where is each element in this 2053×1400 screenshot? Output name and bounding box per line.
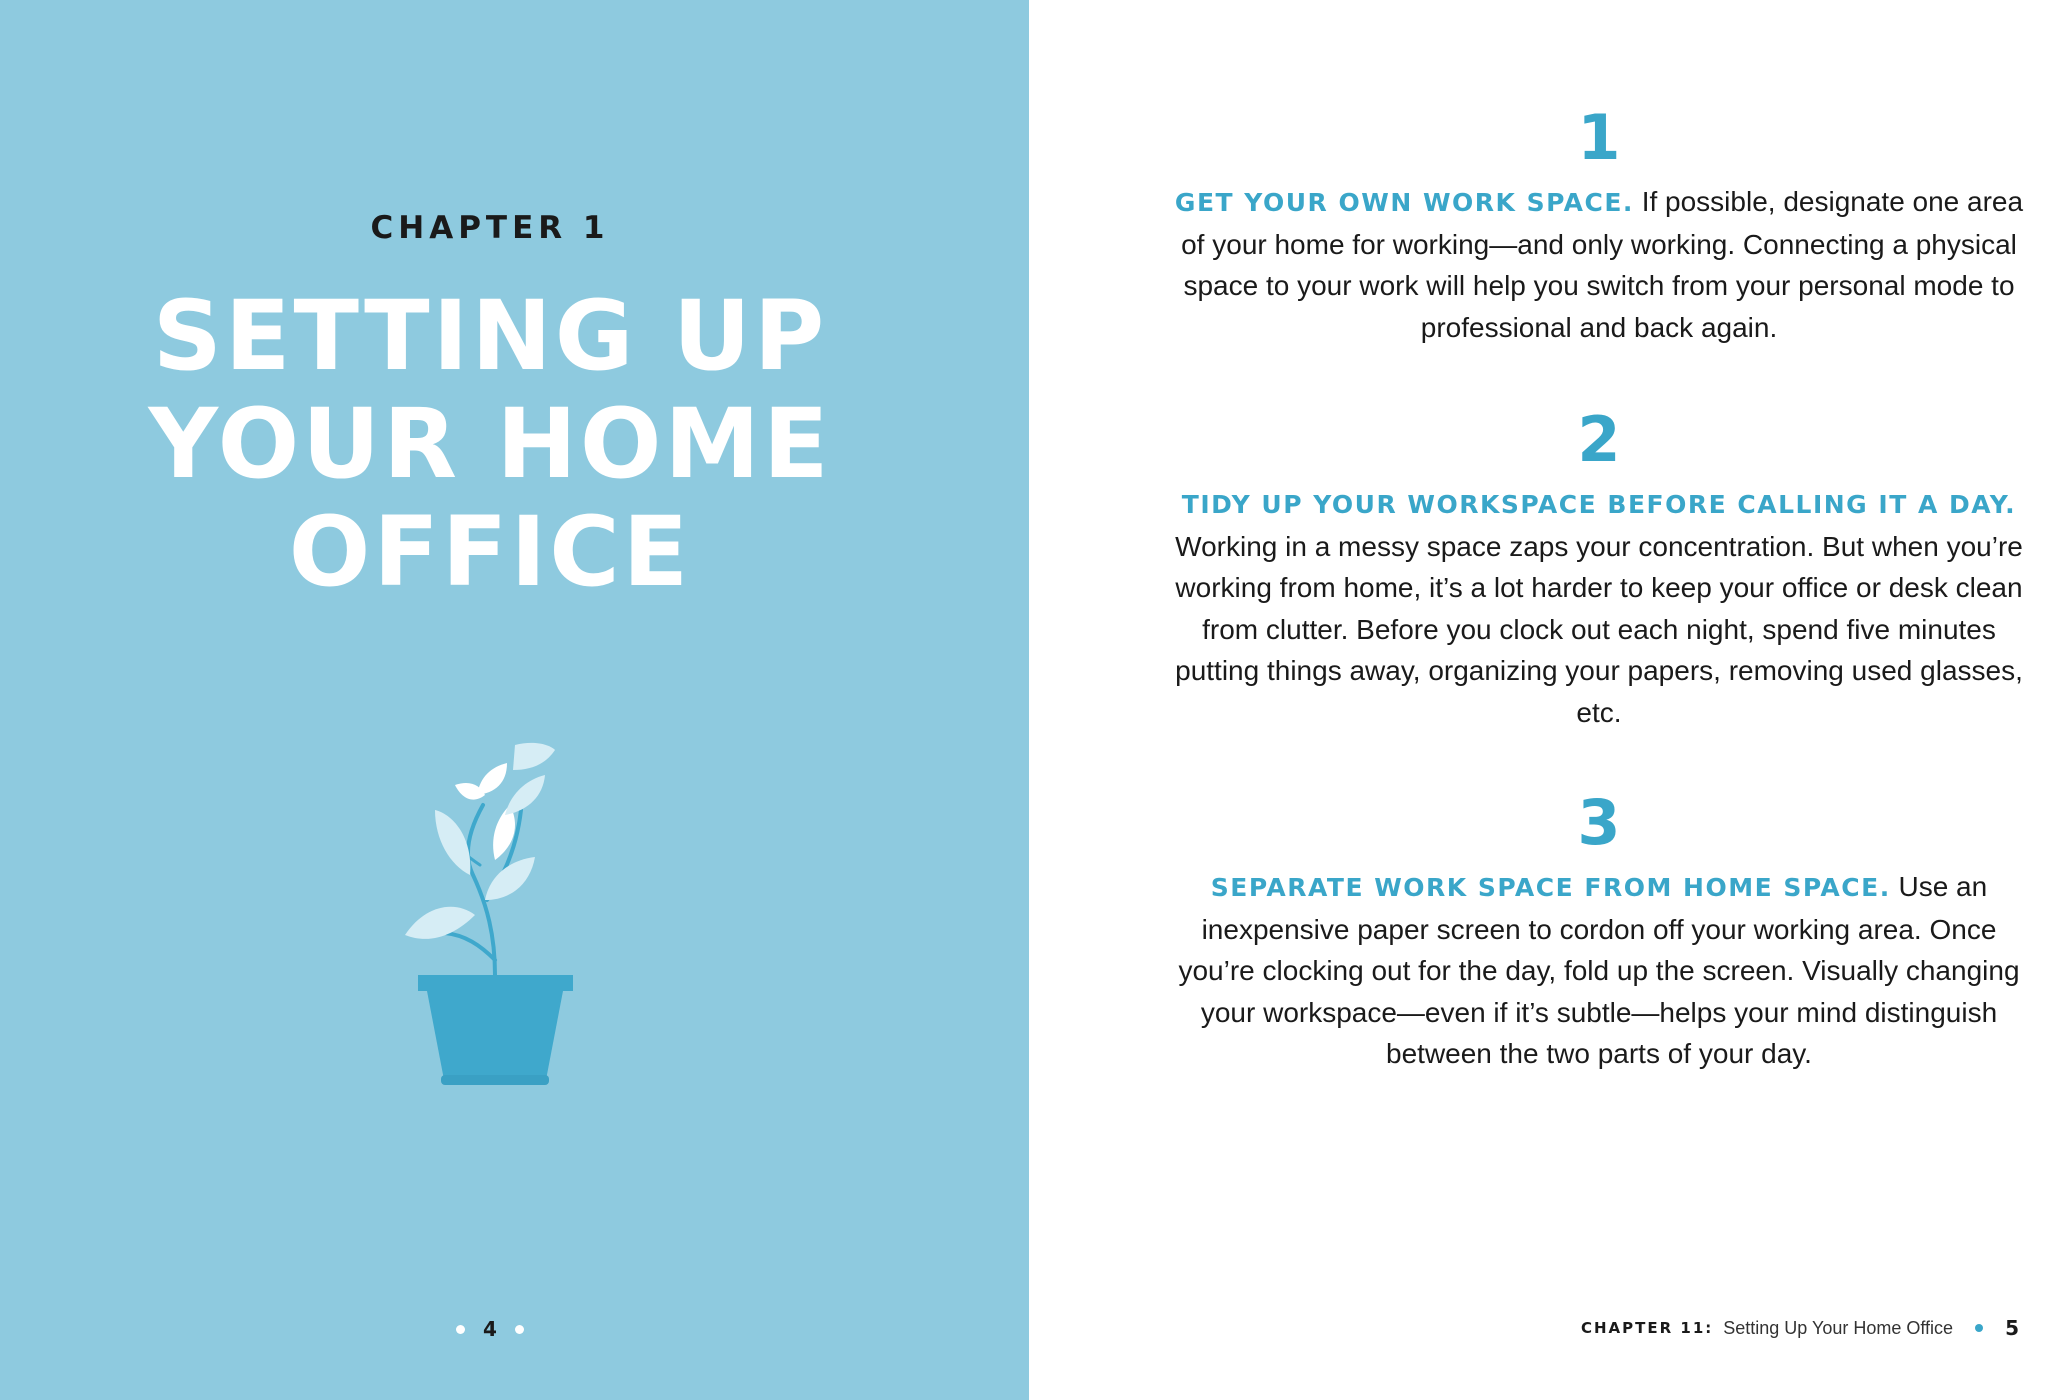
footer-chapter: CHAPTER 11:	[1580, 1319, 1714, 1337]
tip-heading: TIDY UP YOUR WORKSPACE BEFORE CALLING IT A DAY.	[1181, 490, 2017, 519]
tip-body: If possible, designate one area of your home for working—and only working. Connecting a physical space to your work will help you switch from your personal mode to professional and back again.	[1181, 186, 2024, 343]
left-folio	[430, 1314, 550, 1344]
tip-paragraph	[1164, 483, 2034, 733]
chapter-label: CHAPTER 1	[370, 210, 610, 246]
potted-plant-illustration	[395, 735, 595, 1085]
tip-heading: GET YOUR OWN WORK SPACE.	[1174, 188, 1634, 217]
chapter-title-line: YOUR HOME	[148, 388, 832, 500]
running-footer	[1581, 1316, 2019, 1340]
tip-1	[1164, 103, 2034, 348]
left-page-number: 4	[483, 1317, 497, 1341]
right-page-number: 5	[2005, 1316, 2019, 1340]
bullet-dot	[515, 1325, 524, 1334]
right-page	[1029, 0, 2053, 1400]
tip-body: Use an inexpensive paper screen to cordon off your working area. Once you’re clocking out for the day, fold up the screen. Visually changing your workspace—even if it’s subtle—helps your mind distinguish between the two parts of your day.	[1178, 871, 2020, 1069]
bullet-dot	[456, 1325, 465, 1334]
tip-heading: SEPARATE WORK SPACE FROM HOME SPACE.	[1210, 873, 1891, 902]
tip-body: Working in a messy space zaps your concentration. But when you’re working from home, it’s a lot harder to keep your office or desk clean from clutter. Before you clock out each night, spend five minutes putting things away, organizing your papers, removing used glasses, etc.	[1175, 530, 2023, 728]
chapter-title-line: SETTING UP	[152, 280, 828, 392]
chapter-title	[0, 282, 980, 606]
tip-paragraph	[1164, 181, 2034, 348]
bullet-dot	[1975, 1324, 1983, 1332]
tip-number: 3	[1577, 786, 1621, 859]
tip-paragraph	[1164, 866, 2034, 1075]
tip-number: 2	[1577, 403, 1621, 476]
tip-2	[1164, 405, 2034, 733]
chapter-title-line: OFFICE	[288, 496, 692, 608]
tip-number: 1	[1577, 101, 1621, 174]
tip-3	[1164, 788, 2034, 1075]
footer-title: Setting Up Your Home Office	[1723, 1317, 1954, 1338]
